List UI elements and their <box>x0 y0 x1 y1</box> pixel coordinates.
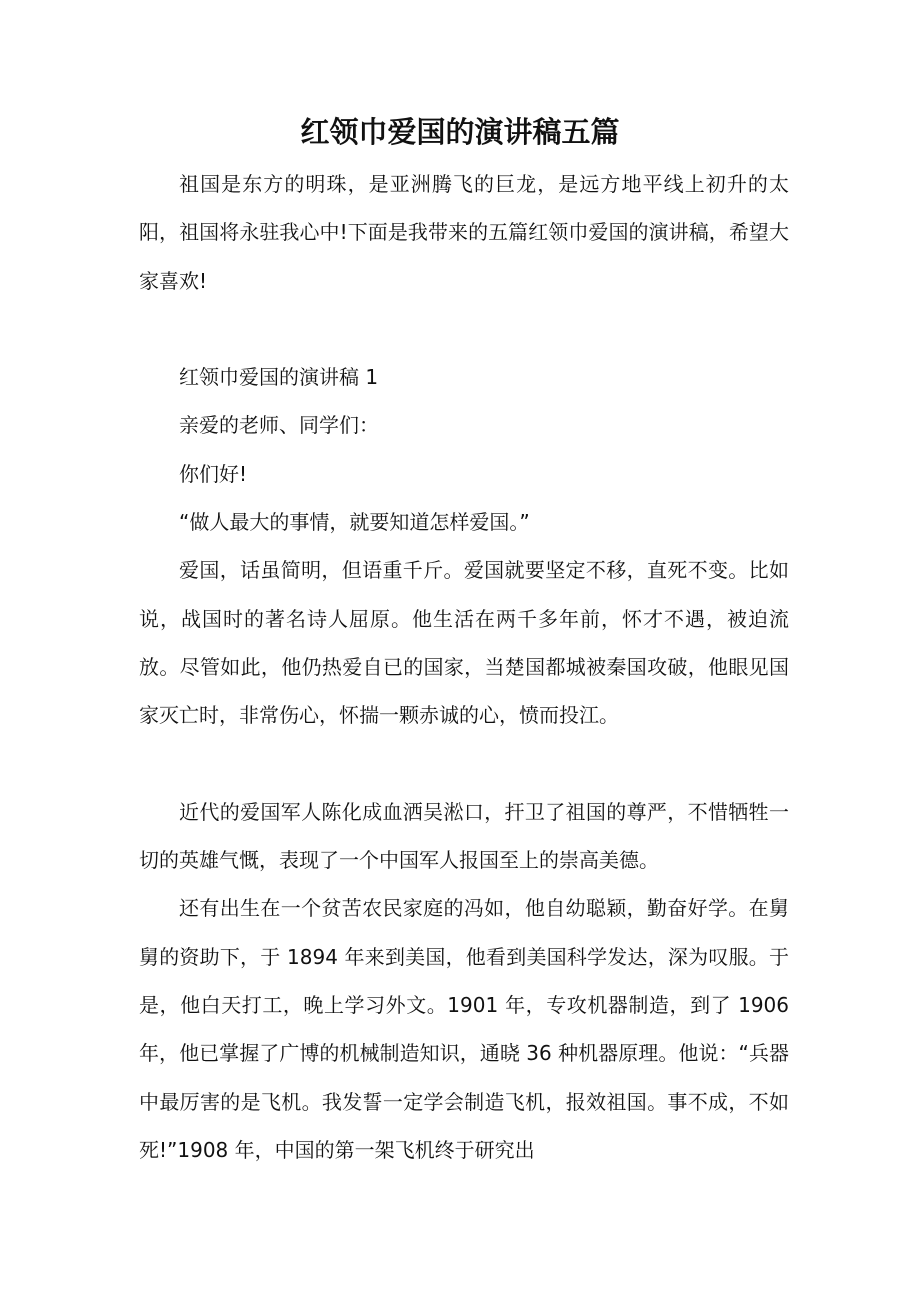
paragraph-spacer <box>139 305 789 353</box>
intro-paragraph: 祖国是东方的明珠，是亚洲腾飞的巨龙，是远方地平线上初升的太阳，祖国将永驻我心中!下面是我带来的五篇红领巾爱国的演讲稿，希望大家喜欢! <box>139 172 789 293</box>
salutation: 亲爱的老师、同学们： <box>179 413 379 438</box>
body-paragraph: 爱国，话虽简明，但语重千斤。爱国就要坚定不移，直死不变。比如说，战国时的著名诗人屈原。他生活在两千多年前，怀才不遇，被迫流放。尽管如此，他仍热爱自已的国家，当楚国都城被秦国攻破，他眼见国家灭亡时，非常伤心，怀揣一颗赤诚的心，愤而投江。 <box>139 558 789 728</box>
body-paragraph: 近代的爱国军人陈化成血洒吴淞口，扞卫了祖国的尊严，不惜牺牲一切的英雄气慨，表现了一个中国军人报国至上的崇高美德。 <box>139 799 789 873</box>
quote-paragraph: “做人最大的事情，就要知道怎样爱国。” <box>179 510 530 535</box>
greeting: 你们好! <box>179 461 248 486</box>
speech-heading: 红领巾爱国的演讲稿 1 <box>179 365 379 390</box>
paragraph-spacer <box>139 740 789 788</box>
document-body <box>139 160 789 1174</box>
body-paragraph: 还有出生在一个贫苦农民家庭的冯如，他自幼聪颖，勤奋好学。在舅舅的资助下，于 1894 年来到美国，他看到美国科学发达，深为叹服。于是，他白天打工，晚上学习外文。1901 年，专攻机器制造，到了 1906 年，他已掌握了广博的机械制造知识，通晓 36 种机器原理。他说：“兵器中最厉害的是飞机。我发誓一定学会制造飞机，报效祖国。事不成，不如死!”1908 年，中国的第一架飞机终于研究出 <box>139 896 789 1162</box>
document-title: 红领巾爱国的演讲稿五篇 <box>300 115 620 149</box>
